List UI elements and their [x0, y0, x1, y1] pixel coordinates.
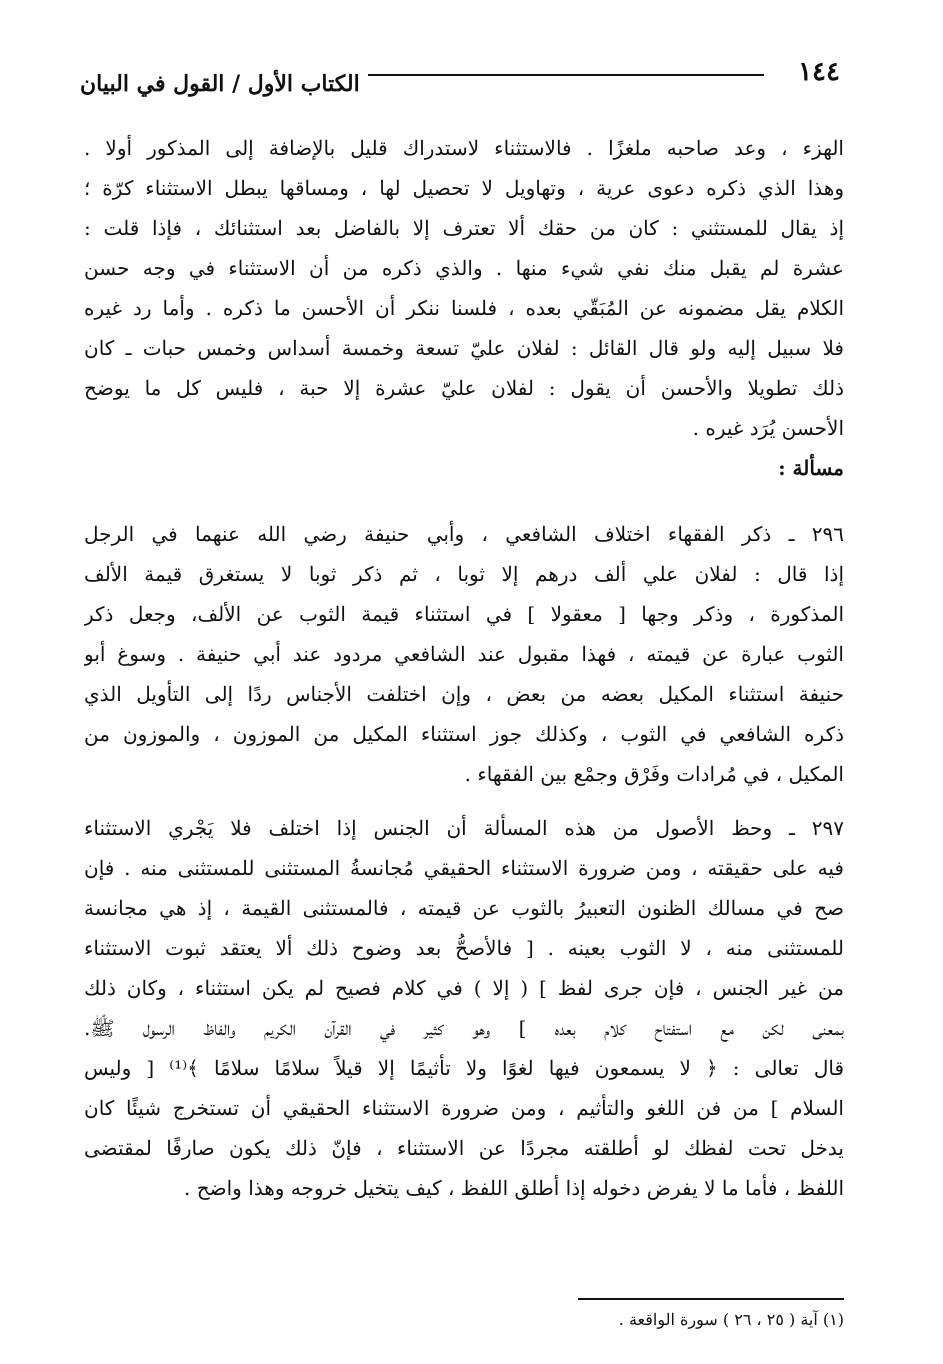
text-line: اللفظ ، فأما ما لا يفرض دخوله إذا أطلق اللفظ ، كيف يتخيل خروجه وهذا واضح .	[184, 1176, 844, 1200]
text-line: إذ يقال للمستثني : كان من حقك ألا تعترف إلا بالفاضل بعد استثنائك ، فإذا قلت :	[84, 216, 844, 240]
section-heading: مسألة :	[778, 456, 844, 480]
text-line: فلا سبيل إليه ولو قال القائل : لفلان عليّ تسعة وخمسة أسداس وخمس حبات ـ كان	[84, 336, 844, 360]
text-line: للمستثنى منه ، لا الثوب بعينه . [ فالأصحُّ بعد وضوح ذلك ألا يعتقد ثبوت الاستثناء	[84, 936, 844, 960]
body-text	[84, 128, 844, 1208]
text-line: وهذا الذي ذكره دعوى عرية ، وتهاويل لا تحصيل لها ، ومساقها يبطل الاستثناء كرّة ؛	[84, 176, 844, 200]
footnote: (١) آية ( ٢٥ ، ٢٦ ) سورة الواقعة .	[618, 1310, 844, 1329]
text-line: المكيل ، في مُرادات وفَرْق وجمْع بين الفقهاء .	[464, 762, 844, 786]
text-line: يدخل تحت لفظك لو أطلقته مجردًا عن الاستثناء ، فإنّ ذلك يكون صارفًا لمقتضى	[84, 1136, 844, 1160]
text-line: الثوب عبارة عن قيمته ، فهذا مقبول عند الشافعي مردود عند أبي حنيفة . وسوغ أبو	[84, 642, 844, 666]
text-line: إذا قال : لفلان علي ألف درهم إلا ثوبا ، ثم ذكر ثوبا لا يستغرق قيمة الألف	[84, 562, 844, 586]
text-line: السلام ] من فن اللغو والتأثيم ، ومن ضرورة الاستثناء الحقيقي أن تستخرج شيئًا كان	[84, 1096, 844, 1120]
text-line: ٢٩٧ ـ وحظ الأصول من هذه المسألة أن الجنس إذا اختلف فلا يَجْري الاستثناء	[84, 816, 844, 840]
text-line: المذكورة ، وذكر وجها [ معقولا ] في استثناء قيمة الثوب عن الألف، وجعل ذكر	[84, 602, 844, 626]
text-line: فيه على حقيقته ، ومن ضرورة الاستثناء الحقيقي مُجانسةُ المستثنى للمستثنى منه . فإن	[84, 856, 844, 880]
text-line: الكلام يقل مضمونه عن المُبَقّي بعده ، فلسنا ننكر أن الأحسن ما ذكره . وأما رد غيره	[84, 296, 844, 320]
text-line: ذكره الشافعي في الثوب ، وكذلك جوز استثناء المكيل من الموزون ، والموزون من	[84, 722, 844, 746]
text-line: حنيفة استثناء المكيل بعضه من بعض ، وإن اختلفت الأجناس ردًا إلى التأويل الذي	[84, 682, 844, 706]
text-line: ذلك تطويلا والأحسن أن يقول : لفلان عليّ عشرة إلا حبة ، فليس كل ما يوضح	[84, 376, 844, 400]
paragraph-296	[84, 514, 844, 794]
text-line: بمعنى لكن مع استفتاح كلام بعده ] وهو كثير في القرآن الكريم والفاظ الرسول ﷺ.	[84, 1016, 844, 1040]
text-line: قال تعالى : ﴿ لا يسمعون فيها لغوًا ولا تأثيمًا إلا قيلاً سلامًا سلامًا ﴾⁽¹⁾ [ وليس	[84, 1056, 844, 1080]
page-number: ١٤٤	[798, 57, 840, 87]
footnote-rule	[578, 1298, 844, 1300]
text-line: صح في مسالك الظنون التعبيرُ بالثوب عن قيمته ، فالمستثنى القيمة ، إذ هي مجانسة	[84, 896, 844, 920]
running-title: الكتاب الأول / القول في البيان	[80, 71, 360, 97]
text-line: ٢٩٦ ـ ذكر الفقهاء اختلاف الشافعي ، وأبي حنيفة رضي الله عنهما في الرجل	[84, 522, 844, 546]
text-line: من غير الجنس ، فإن جرى لفظ ] ( إلا ) في كلام فصيح لم يكن استثناء ، وكان ذلك	[84, 976, 844, 1000]
text-line: الهزء ، وعد صاحبه ملغزًا . فالاستثناء لاستدراك قليل بالإضافة إلى المذكور أولا .	[84, 136, 844, 160]
page-header	[70, 52, 840, 96]
paragraph-297	[84, 808, 844, 1208]
text-line: عشرة لم يقبل منك نفي شيء منها . والذي ذكره من أن الاستثناء في وجه حسن	[84, 256, 844, 280]
paragraph-1	[84, 128, 844, 448]
text-line: الأحسن يُرَد غيره .	[692, 416, 844, 440]
header-rule	[368, 74, 764, 76]
